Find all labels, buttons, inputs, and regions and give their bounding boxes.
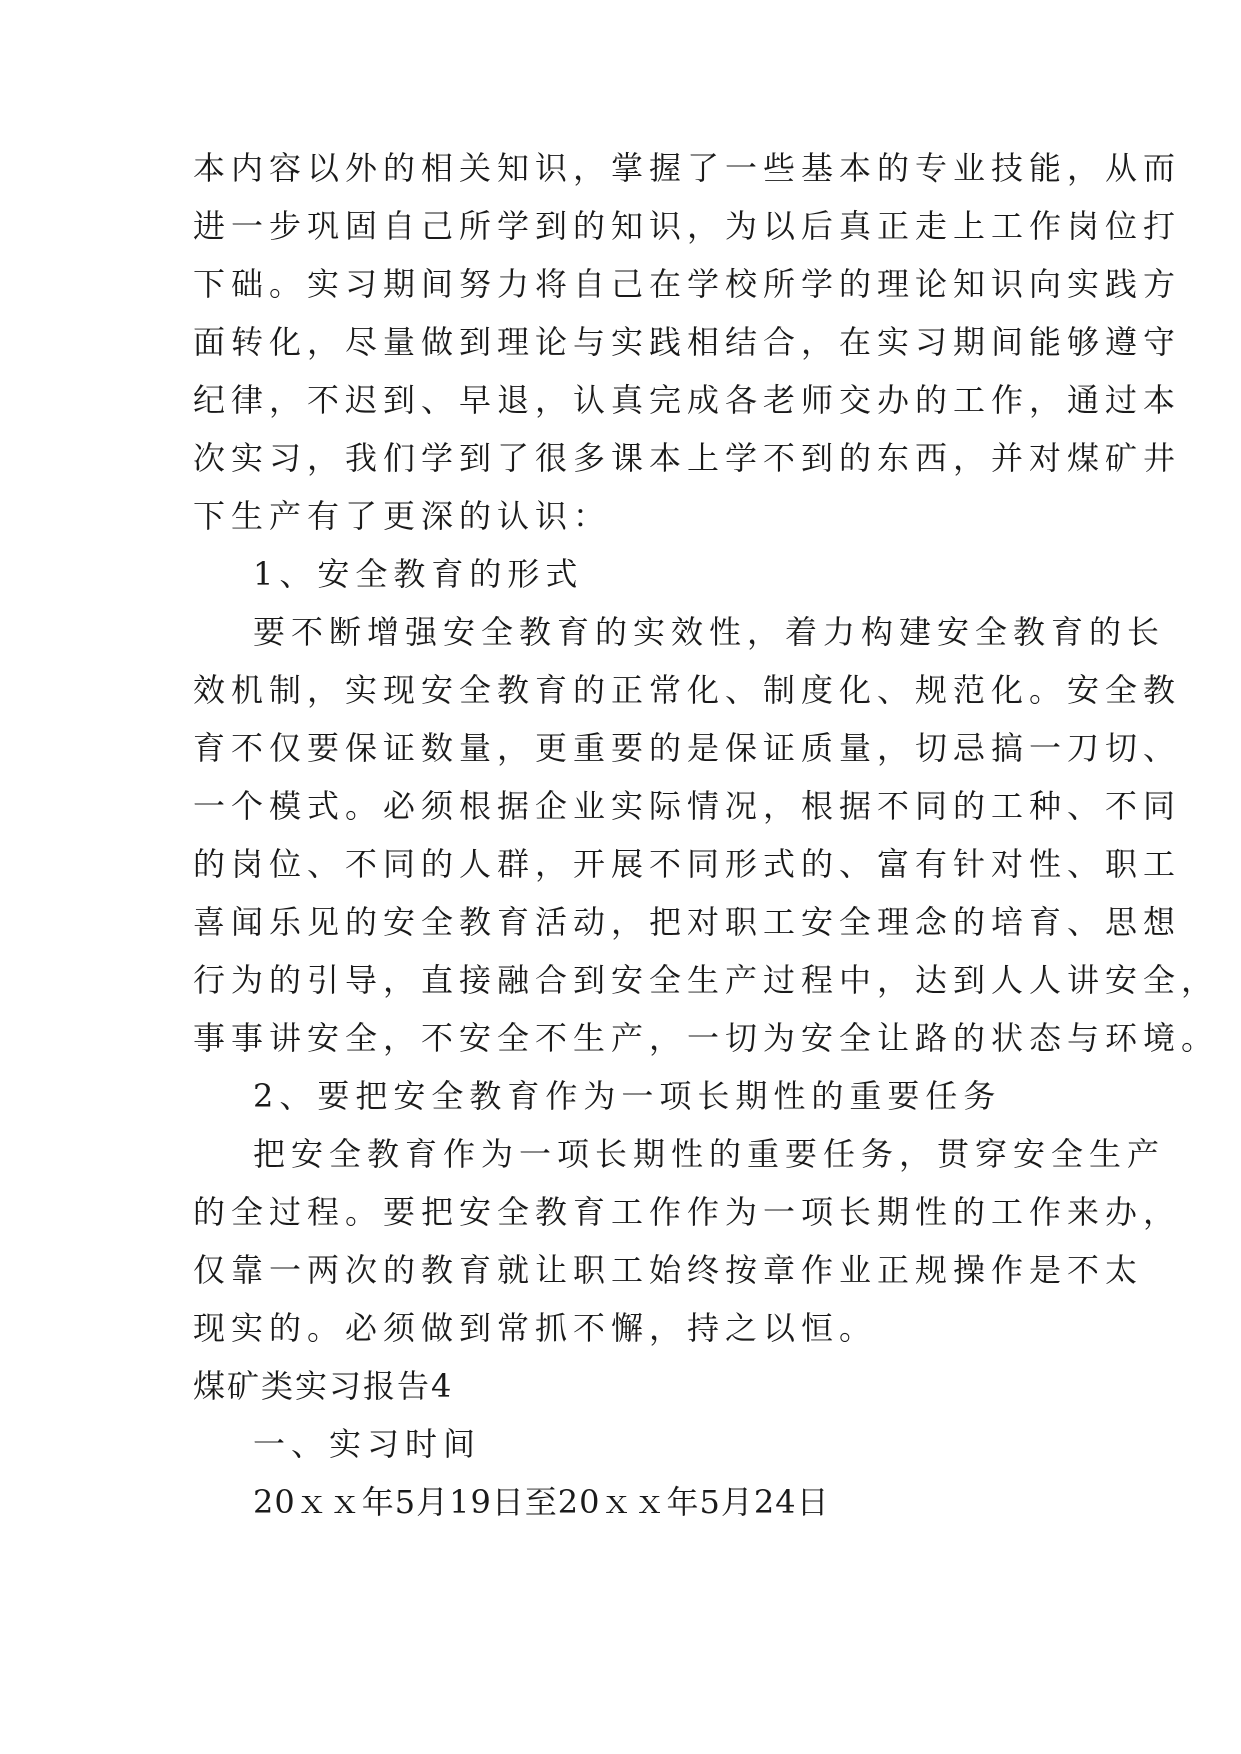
- body-line-2: 进一步巩固自己所学到的知识，为以后真正走上工作岗位打: [193, 207, 1182, 245]
- body-line-1: 本内容以外的相关知识，掌握了一些基本的专业技能，从而: [193, 149, 1182, 187]
- body-line-14: 喜闻乐见的安全教育活动，把对职工安全理念的培育、思想: [193, 903, 1182, 941]
- body-line-12: 一个模式。必须根据企业实际情况，根据不同的工种、不同: [193, 787, 1182, 825]
- body-line-11: 育不仅要保证数量，更重要的是保证质量，切忌搞一刀切、: [193, 729, 1182, 767]
- body-line-3: 下础。实习期间努力将自己在学校所学的理论知识向实践方: [193, 265, 1182, 303]
- date-range: 20ｘｘ年5月19日至20ｘｘ年5月24日: [253, 1483, 830, 1521]
- body-line-19: 的全过程。要把安全教育工作作为一项长期性的工作来办，: [193, 1193, 1182, 1231]
- body-line-7: 下生产有了更深的认识：: [193, 497, 612, 535]
- section-heading-1: 1、安全教育的形式: [253, 555, 584, 593]
- section-heading-3: 一、实习时间: [253, 1425, 482, 1463]
- body-line-6: 次实习，我们学到了很多课本上学不到的东西，并对煤矿井: [193, 439, 1182, 477]
- section-heading-2: 2、要把安全教育作为一项长期性的重要任务: [253, 1077, 1002, 1115]
- body-line-10: 效机制，实现安全教育的正常化、制度化、规范化。安全教: [193, 671, 1182, 709]
- body-line-18: 把安全教育作为一项长期性的重要任务，贯穿安全生产: [253, 1135, 1166, 1173]
- body-line-5: 纪律，不迟到、早退，认真完成各老师交办的工作，通过本: [193, 381, 1182, 419]
- report-title: 煤矿类实习报告4: [193, 1367, 454, 1405]
- body-line-15: 行为的引导，直接融合到安全生产过程中，达到人人讲安全，: [193, 961, 1220, 999]
- body-line-21: 现实的。必须做到常抓不懈，持之以恒。: [193, 1309, 878, 1347]
- body-line-20: 仅靠一两次的教育就让职工始终按章作业正规操作是不太: [193, 1251, 1144, 1289]
- body-line-9: 要不断增强安全教育的实效性，着力构建安全教育的长: [253, 613, 1166, 651]
- body-line-13: 的岗位、不同的人群，开展不同形式的、富有针对性、职工: [193, 845, 1182, 883]
- body-line-16: 事事讲安全，不安全不生产，一切为安全让路的状态与环境。: [193, 1019, 1220, 1057]
- body-line-4: 面转化，尽量做到理论与实践相结合，在实习期间能够遵守: [193, 323, 1182, 361]
